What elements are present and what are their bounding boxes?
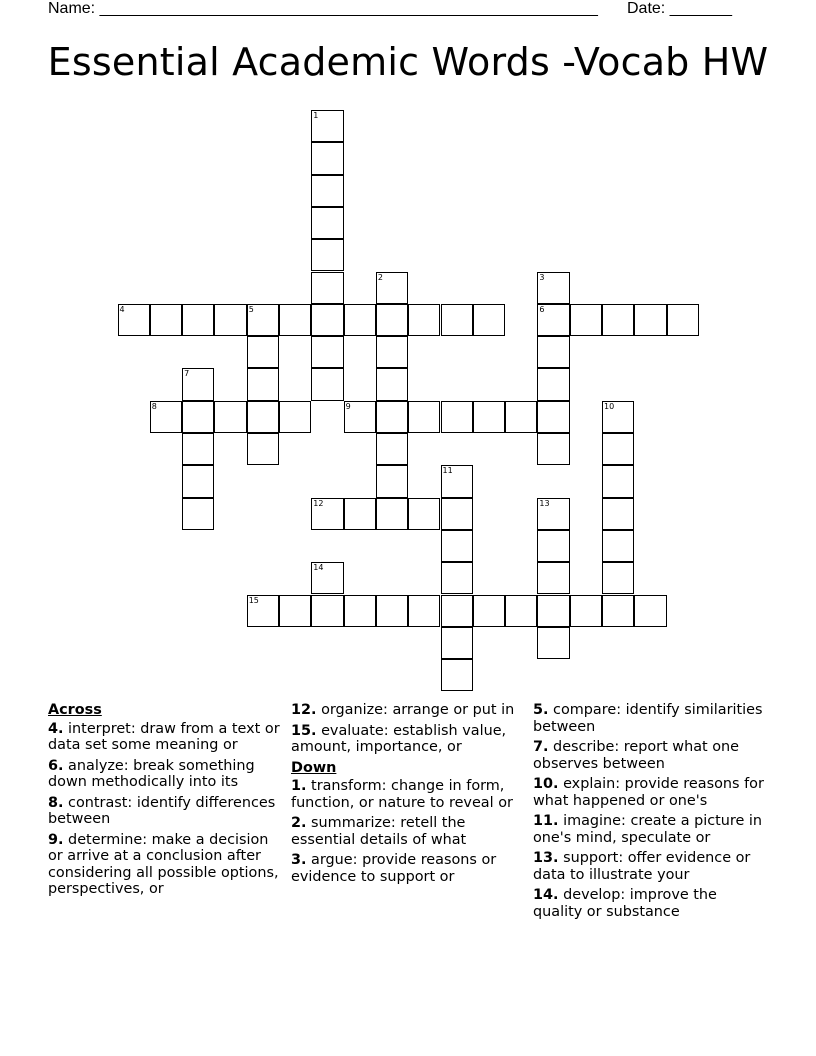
crossword-cell[interactable] [150,304,182,336]
clue-text: describe: report what one observes between [533,739,740,772]
crossword-cell[interactable] [376,465,408,497]
crossword-cell[interactable] [602,595,634,627]
clue-text: transform: change in form, function, or nature to reveal or [291,778,513,811]
crossword-cell[interactable] [570,595,602,627]
crossword-cell[interactable] [182,401,214,433]
crossword-cell[interactable] [376,304,408,336]
clue-text: organize: arrange or put in [316,702,515,718]
crossword-cell[interactable] [344,595,376,627]
crossword-cell[interactable] [182,368,214,400]
crossword-cell[interactable] [182,433,214,465]
crossword-cell[interactable] [537,498,569,530]
crossword-cell[interactable] [408,401,440,433]
crossword-cell[interactable] [602,530,634,562]
crossword-cell[interactable] [247,401,279,433]
crossword-cell[interactable] [214,304,246,336]
clue-number: 12 [313,498,324,508]
crossword-cell[interactable] [537,304,569,336]
crossword-cell[interactable] [473,304,505,336]
clue-number: 3 [539,272,545,282]
clue-number: 11 [442,466,453,476]
down-heading: Down [291,759,337,776]
clue-text: interpret: draw from a text or data set some meaning or [48,720,280,753]
clue-number-label: 5. [533,702,549,718]
clue-number: 13 [539,498,550,508]
clue-item [533,887,765,920]
crossword-cell[interactable] [279,595,311,627]
clue-text: develop: improve the quality or substance [533,887,717,920]
name-line[interactable]: Name: ________________________________________________________ [48,0,598,17]
clue-item [48,832,284,898]
crossword-cell[interactable] [279,304,311,336]
crossword-cell[interactable] [473,595,505,627]
clue-number-label: 14. [533,887,559,903]
crossword-cell[interactable] [634,595,666,627]
crossword-cell[interactable] [441,627,473,659]
crossword-cell[interactable] [408,498,440,530]
crossword-cell[interactable] [182,498,214,530]
crossword-cell[interactable] [441,304,473,336]
crossword-cell[interactable] [505,595,537,627]
crossword-cell[interactable] [602,304,634,336]
clue-number: 2 [377,272,383,282]
crossword-cell[interactable] [441,659,473,691]
crossword-cell[interactable] [344,498,376,530]
crossword-cell[interactable] [344,401,376,433]
crossword-cell[interactable] [441,530,473,562]
clue-number: 5 [248,304,254,314]
crossword-cell[interactable] [311,562,343,594]
crossword-cell[interactable] [311,207,343,239]
crossword-cell[interactable] [537,272,569,304]
across-heading: Across [48,702,102,718]
clue-number: 8 [151,401,157,411]
clue-number-label: 13. [533,850,559,866]
clue-number: 4 [119,304,125,314]
across-clue-list [48,721,284,898]
crossword-cell[interactable] [311,304,343,336]
clue-text: argue: provide reasons or evidence to support or [291,852,497,885]
crossword-cell[interactable] [537,595,569,627]
date-line[interactable]: Date: _______ [627,0,732,17]
clue-item [533,702,765,735]
clue-text: analyze: break something down methodically into its [48,757,255,790]
clue-text: evaluate: establish value, amount, importance, or [291,722,507,755]
clue-column-2 [291,702,517,889]
crossword-cell[interactable] [441,562,473,594]
down-clue-list [291,778,517,885]
clue-text: compare: identify similarities between [533,702,763,735]
clue-text: summarize: retell the essential details of what [291,815,467,848]
clue-column-1 [48,702,284,902]
crossword-cell[interactable] [537,562,569,594]
clue-text: contrast: identify differences between [48,794,276,827]
crossword-cell[interactable] [505,401,537,433]
clue-number-label: 8. [48,794,64,811]
clue-item [533,739,765,772]
crossword-cell[interactable] [441,498,473,530]
clue-item [48,758,284,791]
clue-item [291,723,517,756]
clue-number-label: 15. [291,722,317,739]
crossword-cell[interactable] [376,401,408,433]
crossword-cell[interactable] [537,433,569,465]
clue-item [48,721,284,754]
clue-number: 10 [604,401,615,411]
crossword-cell[interactable] [602,433,634,465]
crossword-cell[interactable] [311,498,343,530]
clue-number-label: 10. [533,776,559,792]
crossword-cell[interactable] [408,595,440,627]
crossword-cell[interactable] [537,627,569,659]
crossword-cell[interactable] [570,304,602,336]
clue-number-label: 3. [291,852,307,868]
crossword-cell[interactable] [118,304,150,336]
across-clue-list-continued [291,702,517,756]
crossword-cell[interactable] [311,595,343,627]
page-title: Essential Academic Words -Vocab HW [47,40,769,84]
clue-text: support: offer evidence or data to illustrate your [533,850,751,883]
clue-number: 1 [313,111,319,120]
crossword-cell[interactable] [376,368,408,400]
clue-number: 14 [313,563,324,573]
crossword-cell[interactable] [667,304,699,336]
crossword-cell[interactable] [311,142,343,174]
crossword-cell[interactable] [311,110,343,142]
clue-item [533,776,765,809]
clue-item [533,850,765,883]
crossword-cell[interactable] [247,368,279,400]
clue-number-label: 9. [48,831,64,848]
crossword-cell[interactable] [602,498,634,530]
crossword-cell[interactable] [247,336,279,368]
clue-item [291,852,517,885]
crossword-cell[interactable] [182,465,214,497]
crossword-cell[interactable] [537,401,569,433]
crossword-cell[interactable] [311,175,343,207]
clue-number-label: 1. [291,778,307,794]
clue-column-3 [533,702,765,924]
crossword-cell[interactable] [376,336,408,368]
crossword-cell[interactable] [376,595,408,627]
clue-item [291,778,517,811]
clue-text: explain: provide reasons for what happened or one's [533,776,764,809]
clue-text: imagine: create a picture in one's mind, speculate or [533,813,763,846]
crossword-cell[interactable] [441,595,473,627]
crossword-cell[interactable] [311,239,343,271]
crossword-cell[interactable] [634,304,666,336]
crossword-cell[interactable] [279,401,311,433]
crossword-cell[interactable] [376,272,408,304]
clue-number: 6 [539,304,545,314]
clue-item [291,702,517,719]
crossword-cell[interactable] [182,304,214,336]
clue-number: 9 [345,401,351,411]
clue-number-label: 11. [533,813,559,829]
clue-number-label: 7. [533,739,549,755]
crossword-cell[interactable] [602,401,634,433]
crossword-cell[interactable] [150,401,182,433]
crossword-cell[interactable] [311,368,343,400]
crossword-cell[interactable] [441,401,473,433]
clue-number-label: 4. [48,720,64,737]
crossword-cell[interactable] [441,465,473,497]
crossword-cell[interactable] [602,465,634,497]
clue-number: 7 [184,369,190,379]
crossword-cell[interactable] [537,530,569,562]
clue-text: determine: make a decision or arrive at a conclusion after considering all possible options, perspectives, or [48,831,279,897]
crossword-cell[interactable] [602,562,634,594]
crossword-cell[interactable] [344,304,376,336]
crossword-cell[interactable] [247,304,279,336]
crossword-cell[interactable] [247,595,279,627]
crossword-cell[interactable] [311,336,343,368]
crossword-cell[interactable] [537,368,569,400]
crossword-cell[interactable] [408,304,440,336]
crossword-cell[interactable] [537,336,569,368]
crossword-cell[interactable] [247,433,279,465]
crossword-cell[interactable] [376,498,408,530]
crossword-cell[interactable] [311,272,343,304]
crossword-cell[interactable] [214,401,246,433]
clue-number: 15 [248,595,259,605]
clue-item [291,815,517,848]
clue-number-label: 6. [48,757,64,774]
clue-number-label: 2. [291,815,307,831]
crossword-cell[interactable] [473,401,505,433]
down-clue-list-continued [533,702,765,920]
clue-number-label: 12. [291,702,317,718]
clue-item [533,813,765,846]
clue-item [48,795,284,828]
crossword-cell[interactable] [376,433,408,465]
